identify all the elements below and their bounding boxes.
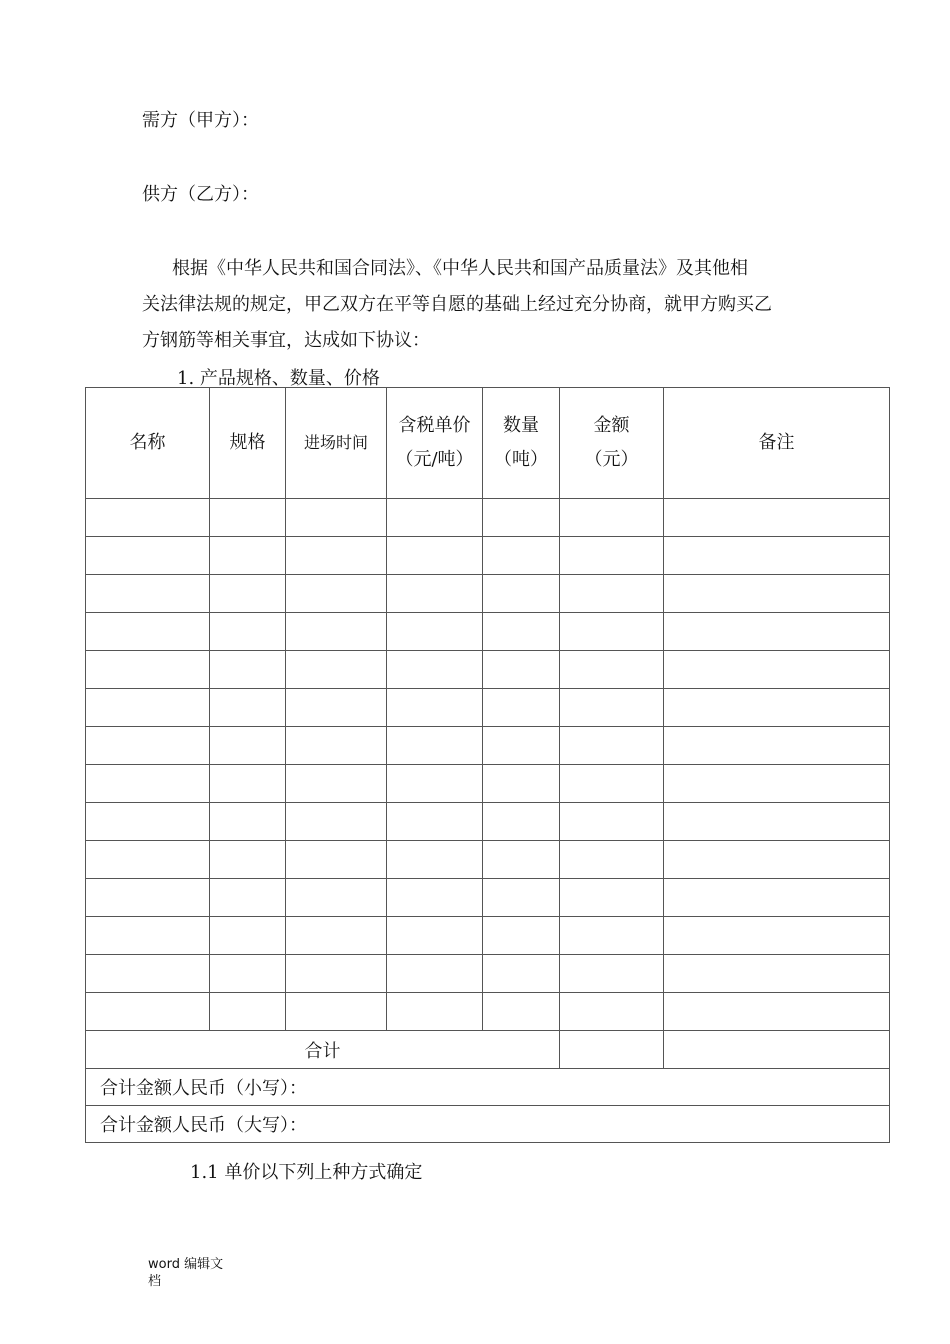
table-cell[interactable] bbox=[664, 841, 890, 879]
table-cell[interactable] bbox=[286, 917, 387, 955]
table-cell[interactable] bbox=[560, 955, 664, 993]
table-cell[interactable] bbox=[664, 613, 890, 651]
amount-lower-label[interactable]: 合计金额人民币（小写）： bbox=[86, 1069, 890, 1106]
table-cell[interactable] bbox=[210, 575, 286, 613]
table-cell[interactable] bbox=[483, 993, 560, 1031]
table-row bbox=[86, 765, 890, 803]
table-cell[interactable] bbox=[286, 537, 387, 575]
table-row bbox=[86, 993, 890, 1031]
table-cell[interactable] bbox=[560, 993, 664, 1031]
table-cell[interactable] bbox=[664, 955, 890, 993]
table-cell[interactable] bbox=[86, 499, 210, 537]
table-cell[interactable] bbox=[483, 955, 560, 993]
table-row bbox=[86, 879, 890, 917]
table-cell[interactable] bbox=[664, 879, 890, 917]
section-1-title: 1. 产品规格、数量、价格 bbox=[177, 368, 380, 389]
total-remarks-cell[interactable] bbox=[664, 1031, 890, 1069]
table-cell[interactable] bbox=[86, 727, 210, 765]
amount-upper-row bbox=[86, 1106, 890, 1143]
table-cell[interactable] bbox=[387, 803, 483, 841]
table-cell[interactable] bbox=[664, 727, 890, 765]
col-header-remarks: 备注 bbox=[664, 388, 890, 499]
table-cell[interactable] bbox=[86, 803, 210, 841]
table-cell[interactable] bbox=[664, 651, 890, 689]
party-b-label: 供方（乙方）： bbox=[142, 184, 259, 205]
table-cell[interactable] bbox=[210, 651, 286, 689]
intro-line-2: 关法律法规的规定，甲乙双方在平等自愿的基础上经过充分协商，就甲方购买乙 bbox=[142, 294, 772, 315]
table-cell[interactable] bbox=[664, 575, 890, 613]
col-header-entry-time: 进场时间 bbox=[286, 388, 387, 499]
table-cell[interactable] bbox=[560, 651, 664, 689]
table-cell[interactable] bbox=[286, 575, 387, 613]
table-cell[interactable] bbox=[387, 689, 483, 727]
table-cell[interactable] bbox=[387, 765, 483, 803]
total-label: 合计 bbox=[86, 1031, 560, 1069]
col-header-spec: 规格 bbox=[210, 388, 286, 499]
col-header-amount: 金额 （元） bbox=[560, 388, 664, 499]
table-cell[interactable] bbox=[560, 917, 664, 955]
table-cell[interactable] bbox=[210, 499, 286, 537]
table-cell[interactable] bbox=[210, 689, 286, 727]
table-cell[interactable] bbox=[483, 765, 560, 803]
total-row bbox=[86, 1031, 890, 1069]
table-cell[interactable] bbox=[286, 879, 387, 917]
table-cell[interactable] bbox=[86, 689, 210, 727]
table-cell[interactable] bbox=[86, 765, 210, 803]
table-cell[interactable] bbox=[560, 537, 664, 575]
table-cell[interactable] bbox=[560, 499, 664, 537]
table-cell[interactable] bbox=[210, 765, 286, 803]
table-cell[interactable] bbox=[210, 803, 286, 841]
table-cell[interactable] bbox=[210, 613, 286, 651]
table-cell[interactable] bbox=[86, 841, 210, 879]
table-cell[interactable] bbox=[664, 499, 890, 537]
table-cell[interactable] bbox=[387, 537, 483, 575]
table-cell[interactable] bbox=[560, 803, 664, 841]
table-cell[interactable] bbox=[387, 955, 483, 993]
table-cell[interactable] bbox=[560, 575, 664, 613]
table-cell[interactable] bbox=[483, 575, 560, 613]
section-1-1-title: 1.1 单价以下列上种方式确定 bbox=[190, 1162, 423, 1183]
table-cell[interactable] bbox=[286, 955, 387, 993]
table-cell[interactable] bbox=[286, 613, 387, 651]
table-cell[interactable] bbox=[560, 689, 664, 727]
table-row bbox=[86, 689, 890, 727]
table-cell[interactable] bbox=[664, 689, 890, 727]
table-cell[interactable] bbox=[210, 841, 286, 879]
table-cell[interactable] bbox=[286, 765, 387, 803]
table-cell[interactable] bbox=[210, 917, 286, 955]
table-cell[interactable] bbox=[387, 613, 483, 651]
table-cell[interactable] bbox=[286, 841, 387, 879]
table-row bbox=[86, 537, 890, 575]
party-a-label: 需方（甲方）： bbox=[142, 110, 259, 131]
table-cell[interactable] bbox=[86, 955, 210, 993]
table-cell[interactable] bbox=[483, 651, 560, 689]
table-row bbox=[86, 841, 890, 879]
table-cell[interactable] bbox=[387, 841, 483, 879]
total-amount-cell[interactable] bbox=[560, 1031, 664, 1069]
table-cell[interactable] bbox=[483, 727, 560, 765]
table-cell[interactable] bbox=[86, 993, 210, 1031]
table-row bbox=[86, 955, 890, 993]
table-cell[interactable] bbox=[210, 879, 286, 917]
amount-upper-label[interactable]: 合计金额人民币（大写）： bbox=[86, 1106, 890, 1143]
table-cell[interactable] bbox=[387, 727, 483, 765]
table-row bbox=[86, 575, 890, 613]
table-cell[interactable] bbox=[664, 917, 890, 955]
table-cell[interactable] bbox=[560, 879, 664, 917]
table-cell[interactable] bbox=[387, 993, 483, 1031]
table-cell[interactable] bbox=[86, 613, 210, 651]
table-cell[interactable] bbox=[86, 917, 210, 955]
col-header-unit-price: 含税单价 （元/吨） bbox=[387, 388, 483, 499]
table-cell[interactable] bbox=[210, 993, 286, 1031]
table-cell[interactable] bbox=[387, 879, 483, 917]
table-row bbox=[86, 917, 890, 955]
table-cell[interactable] bbox=[560, 841, 664, 879]
table-cell[interactable] bbox=[664, 765, 890, 803]
table-cell[interactable] bbox=[210, 727, 286, 765]
table-cell[interactable] bbox=[664, 803, 890, 841]
table-cell[interactable] bbox=[286, 651, 387, 689]
table-cell[interactable] bbox=[664, 993, 890, 1031]
table-cell[interactable] bbox=[86, 651, 210, 689]
table-row bbox=[86, 803, 890, 841]
table-cell[interactable] bbox=[387, 499, 483, 537]
table-cell[interactable] bbox=[483, 537, 560, 575]
table-cell[interactable] bbox=[286, 689, 387, 727]
table-cell[interactable] bbox=[286, 727, 387, 765]
table-cell[interactable] bbox=[560, 765, 664, 803]
table-cell[interactable] bbox=[86, 879, 210, 917]
table-cell[interactable] bbox=[86, 537, 210, 575]
table-cell[interactable] bbox=[483, 803, 560, 841]
table-cell[interactable] bbox=[483, 841, 560, 879]
amount-lower-row bbox=[86, 1069, 890, 1106]
table-cell[interactable] bbox=[387, 651, 483, 689]
table-cell[interactable] bbox=[86, 575, 210, 613]
table-cell[interactable] bbox=[483, 499, 560, 537]
table-cell[interactable] bbox=[483, 613, 560, 651]
table-cell[interactable] bbox=[483, 879, 560, 917]
table-cell[interactable] bbox=[286, 993, 387, 1031]
table-cell[interactable] bbox=[483, 689, 560, 727]
table-cell[interactable] bbox=[560, 613, 664, 651]
col-header-name: 名称 bbox=[86, 388, 210, 499]
table-cell[interactable] bbox=[387, 575, 483, 613]
table-cell[interactable] bbox=[286, 803, 387, 841]
intro-line-1: 根据《中华人民共和国合同法》、《中华人民共和国产品质量法》及其他相 bbox=[172, 258, 748, 279]
table-row bbox=[86, 613, 890, 651]
table-row bbox=[86, 651, 890, 689]
table-row bbox=[86, 727, 890, 765]
intro-line-3: 方钢筋等相关事宜，达成如下协议： bbox=[142, 330, 430, 351]
col-header-quantity: 数量 （吨） bbox=[483, 388, 560, 499]
table-cell[interactable] bbox=[210, 955, 286, 993]
table-cell[interactable] bbox=[664, 537, 890, 575]
table-cell[interactable] bbox=[560, 727, 664, 765]
table-header-row bbox=[86, 388, 890, 499]
footer-watermark: word 编辑文档 bbox=[148, 1257, 224, 1289]
table-cell[interactable] bbox=[210, 537, 286, 575]
product-table bbox=[85, 387, 890, 1143]
table-cell[interactable] bbox=[286, 499, 387, 537]
table-row bbox=[86, 499, 890, 537]
table-cell[interactable] bbox=[387, 917, 483, 955]
table-cell[interactable] bbox=[483, 917, 560, 955]
